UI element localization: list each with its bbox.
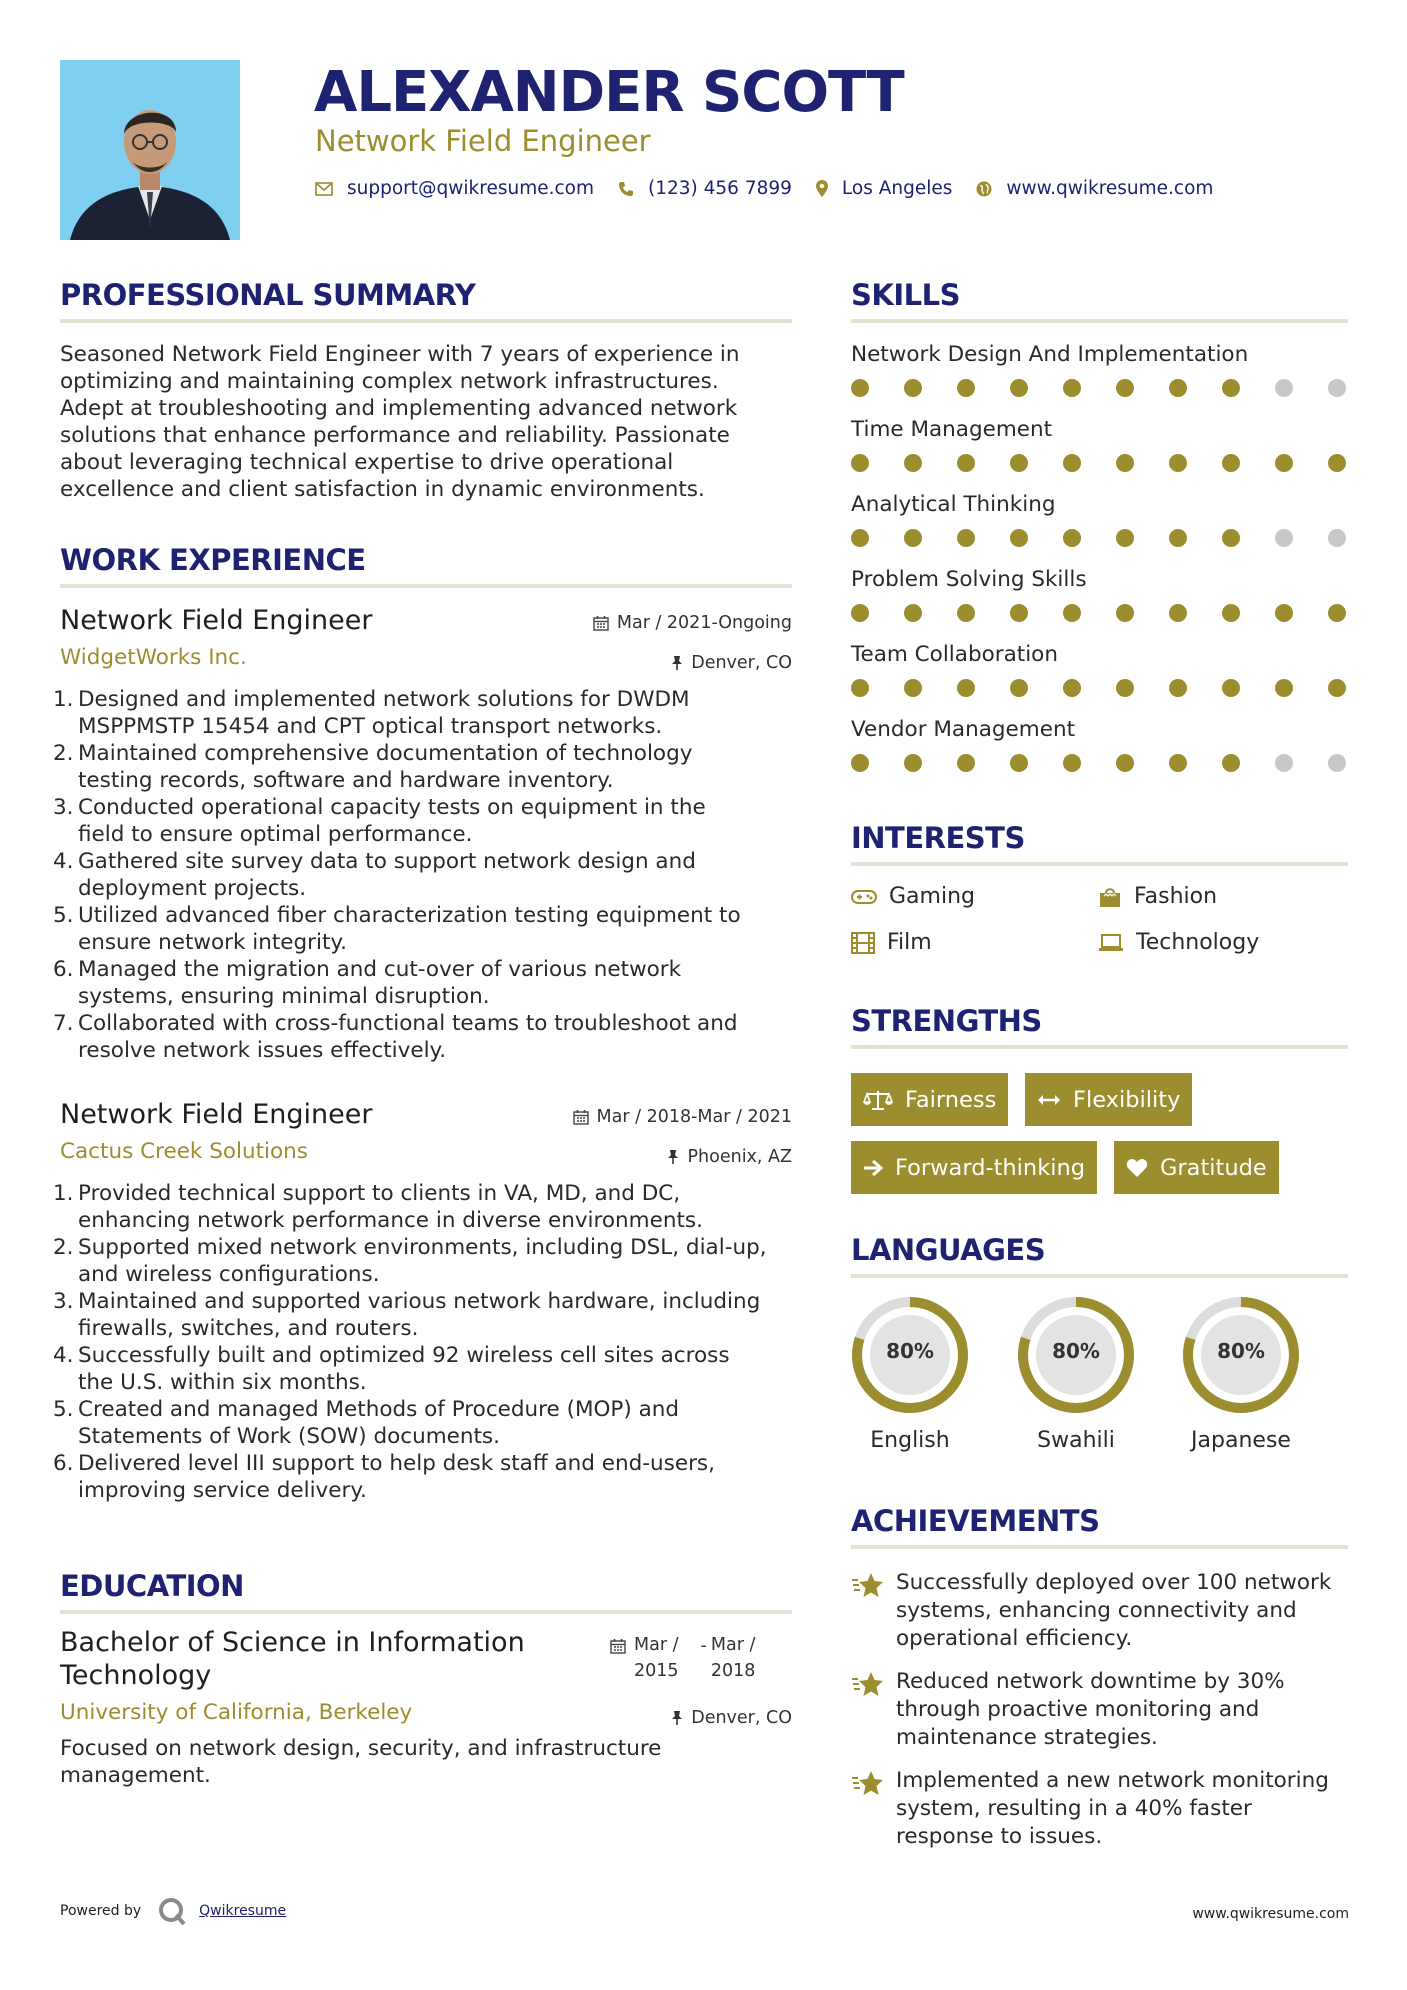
- strength-badge: Flexibility: [1025, 1073, 1192, 1126]
- skill-dot-filled: [1063, 604, 1081, 622]
- skill-dot-filled: [1222, 529, 1240, 547]
- strength-badge: Forward-thinking: [851, 1141, 1097, 1194]
- skill-item: [851, 717, 1351, 774]
- skill-dot-filled: [904, 454, 922, 472]
- job-company: WidgetWorks Inc.: [60, 645, 247, 670]
- skill-dot-filled: [1063, 529, 1081, 547]
- job-date: [573, 1107, 792, 1127]
- skill-name: Analytical Thinking: [851, 492, 1056, 517]
- education-location: Denver, CO: [671, 1708, 792, 1728]
- contact-location-text: Los Angeles: [841, 178, 953, 199]
- education-divider: [60, 1610, 792, 1614]
- star-icon: [851, 1769, 885, 1801]
- qwikresume-link[interactable]: Qwikresume: [199, 1903, 287, 1919]
- skill-item: [851, 417, 1351, 474]
- job-title: Network Field Engineer: [60, 1099, 373, 1130]
- skill-dot-filled: [1275, 604, 1293, 622]
- skill-dot-filled: [1116, 454, 1134, 472]
- skill-dot-filled: [1169, 604, 1187, 622]
- language-percent: 80%: [1217, 1339, 1265, 1363]
- skill-name: Time Management: [851, 417, 1053, 442]
- job-date-text: Mar / 2018-Mar / 2021: [596, 1107, 792, 1127]
- skill-dot-filled: [1010, 454, 1028, 472]
- skills-heading: SKILLS: [851, 278, 960, 312]
- skill-dot-filled: [1010, 679, 1028, 697]
- contact-phone-text: (123) 456 7899: [648, 178, 792, 199]
- skill-dot-filled: [1222, 379, 1240, 397]
- skill-dot-filled: [957, 679, 975, 697]
- language-name: Japanese: [1191, 1428, 1291, 1453]
- strength-badge: Fairness: [851, 1073, 1008, 1126]
- language-item: [1180, 1294, 1302, 1453]
- job-entry: [53, 605, 792, 1064]
- skill-dot-filled: [851, 604, 869, 622]
- date-separator: -: [700, 1636, 707, 1656]
- skill-dot-filled: [1169, 529, 1187, 547]
- skill-dot-filled: [851, 754, 869, 772]
- skill-dot-filled: [1328, 679, 1346, 697]
- list-item: 6. Delivered level III support to help desk staff and end-users, improving service delivery.: [53, 1451, 715, 1503]
- skill-dot-filled: [1169, 679, 1187, 697]
- skill-name: Team Collaboration: [851, 642, 1058, 667]
- interest-item: Film: [851, 930, 932, 955]
- achievement-item: Reduced network downtime by 30% through proactive monitoring and maintenance strategies.: [851, 1668, 1361, 1752]
- job-company: Cactus Creek Solutions: [60, 1139, 309, 1164]
- list-item: 4. Gathered site survey data to support network design and deployment projects.: [53, 849, 696, 901]
- skill-dot-empty: [1328, 529, 1346, 547]
- language-name: Swahili: [1037, 1428, 1115, 1453]
- contact-email[interactable]: [315, 178, 594, 199]
- strength-badge: Gratitude: [1114, 1141, 1279, 1194]
- achievement-item: Implemented a new network monitoring system, resulting in a 40% faster response to issues.: [851, 1767, 1361, 1851]
- film-icon: [851, 932, 875, 954]
- shopping-bag-icon: [1098, 886, 1122, 908]
- list-item: 3. Conducted operational capacity tests on equipment in the field to ensure optimal performance.: [53, 795, 706, 847]
- skill-name: Network Design And Implementation: [851, 342, 1249, 367]
- skill-dot-filled: [851, 679, 869, 697]
- job-location-text: Denver, CO: [691, 653, 792, 673]
- job-title: Network Field Engineer: [60, 605, 373, 636]
- contact-email-text: support@qwikresume.com: [347, 178, 594, 199]
- globe-icon: [976, 181, 992, 197]
- work-heading: WORK EXPERIENCE: [60, 543, 366, 577]
- language-item: [849, 1294, 971, 1453]
- calendar-icon: [573, 1109, 589, 1125]
- skill-dot-filled: [904, 379, 922, 397]
- pushpin-icon: [667, 1149, 679, 1165]
- pushpin-icon: [671, 1710, 683, 1726]
- skill-dot-empty: [1275, 379, 1293, 397]
- education-start: Mar / 2015: [634, 1635, 679, 1681]
- degree-title: Bachelor of Science in Information Technology: [60, 1627, 525, 1691]
- calendar-icon: [610, 1638, 626, 1654]
- languages-heading: LANGUAGES: [851, 1233, 1046, 1267]
- strengths-heading: STRENGTHS: [851, 1004, 1042, 1038]
- skill-dot-filled: [1063, 679, 1081, 697]
- skill-rating: [851, 604, 1351, 624]
- skill-rating: [851, 754, 1351, 774]
- contact-location: [816, 178, 953, 199]
- achievement-item: Successfully deployed over 100 network systems, enhancing connectivity and operational efficiency.: [851, 1569, 1361, 1653]
- skill-dot-filled: [1116, 679, 1134, 697]
- skill-dot-filled: [1116, 604, 1134, 622]
- interest-item: Technology: [1098, 930, 1259, 955]
- job-date: [593, 613, 792, 633]
- list-item: 6. Managed the migration and cut-over of various network systems, ensuring minimal disruption.: [53, 957, 682, 1009]
- contact-website[interactable]: [976, 178, 1213, 199]
- job-location: [667, 1147, 792, 1167]
- skill-dot-filled: [1116, 379, 1134, 397]
- summary-line: optimizing and maintaining complex network infrastructures.: [60, 369, 719, 394]
- school-name: University of California, Berkeley: [60, 1700, 413, 1725]
- language-percent: 80%: [886, 1339, 934, 1363]
- skill-dot-filled: [1169, 754, 1187, 772]
- contact-website-text: www.qwikresume.com: [1006, 178, 1214, 199]
- summary-heading: PROFESSIONAL SUMMARY: [60, 278, 476, 312]
- skill-dot-filled: [1275, 679, 1293, 697]
- skill-dot-filled: [957, 454, 975, 472]
- skill-dot-filled: [1116, 754, 1134, 772]
- summary-line: Adept at troubleshooting and implementing advanced network: [60, 396, 738, 421]
- powered-by-label: Powered by: [60, 1903, 142, 1919]
- skill-dot-filled: [1275, 454, 1293, 472]
- achievements-divider: [851, 1545, 1348, 1549]
- list-item: 7. Collaborated with cross-functional teams to troubleshoot and resolve network issues effectively.: [53, 1011, 738, 1063]
- skill-dot-filled: [1328, 604, 1346, 622]
- skill-dot-filled: [904, 679, 922, 697]
- skill-dot-empty: [1275, 529, 1293, 547]
- star-icon: [851, 1670, 885, 1702]
- interest-item: Gaming: [851, 884, 975, 909]
- skill-item: [851, 642, 1351, 699]
- skill-dot-filled: [904, 754, 922, 772]
- interests-heading: INTERESTS: [851, 821, 1025, 855]
- skill-dot-filled: [957, 604, 975, 622]
- skill-dot-filled: [1010, 604, 1028, 622]
- pushpin-icon: [671, 655, 683, 671]
- skill-rating: [851, 679, 1351, 699]
- skill-dot-filled: [1116, 529, 1134, 547]
- map-marker-icon: [816, 180, 828, 197]
- list-item: 1. Designed and implemented network solutions for DWDM MSPPMSTP 15454 and CPT optical transport networks.: [53, 687, 690, 739]
- list-item: 3. Maintained and supported various network hardware, including firewalls, switches, and routers.: [53, 1289, 761, 1341]
- job-duties-list: [53, 686, 792, 1064]
- skill-dot-filled: [1222, 754, 1240, 772]
- skill-dot-filled: [1222, 604, 1240, 622]
- education-dates: [610, 1632, 755, 1684]
- job-location: [671, 653, 792, 673]
- skill-item: [851, 342, 1351, 399]
- skill-dot-filled: [1222, 679, 1240, 697]
- portrait-image: [60, 60, 240, 240]
- skills-divider: [851, 319, 1348, 323]
- candidate-title: Network Field Engineer: [315, 124, 651, 158]
- skill-name: Problem Solving Skills: [851, 567, 1087, 592]
- contact-bar: [315, 178, 1237, 199]
- job-date-text: Mar / 2021-Ongoing: [616, 613, 792, 633]
- summary-text: [60, 341, 800, 503]
- skill-dot-filled: [851, 454, 869, 472]
- list-item: 5. Utilized advanced fiber characterization testing equipment to ensure network integrity.: [53, 903, 741, 955]
- achievements-heading: ACHIEVEMENTS: [851, 1504, 1100, 1538]
- skill-rating: [851, 529, 1351, 549]
- skill-dot-filled: [1169, 379, 1187, 397]
- job-duties-list: [53, 1180, 792, 1504]
- education-end: Mar / 2018: [710, 1635, 756, 1681]
- skill-dot-filled: [1010, 529, 1028, 547]
- education-entry: [60, 1626, 792, 1789]
- list-item: 2. Maintained comprehensive documentation of technology testing records, software and hardware inventory.: [53, 741, 693, 793]
- profile-photo: [60, 60, 240, 240]
- skill-dot-filled: [904, 604, 922, 622]
- language-item: [1015, 1294, 1137, 1453]
- skill-dot-filled: [957, 754, 975, 772]
- contact-phone[interactable]: [618, 178, 792, 199]
- calendar-icon: [593, 615, 609, 631]
- gamepad-icon: [851, 889, 877, 905]
- skill-dot-filled: [957, 379, 975, 397]
- education-heading: EDUCATION: [60, 1569, 244, 1603]
- job-entry: [53, 1099, 792, 1504]
- skill-dot-empty: [1275, 754, 1293, 772]
- summary-line: about leveraging technical expertise to drive operational: [60, 450, 674, 475]
- interest-item: Fashion: [1098, 884, 1217, 909]
- skill-dot-filled: [1328, 454, 1346, 472]
- list-item: 4. Successfully built and optimized 92 wireless cell sites across the U.S. within six months.: [53, 1343, 730, 1395]
- skill-dot-filled: [1010, 754, 1028, 772]
- strengths-divider: [851, 1045, 1348, 1049]
- skill-dot-filled: [904, 529, 922, 547]
- arrow-right-icon: [863, 1159, 883, 1177]
- skill-dot-filled: [1169, 454, 1187, 472]
- footer-powered-by: [60, 1896, 286, 1926]
- summary-divider: [60, 319, 792, 323]
- summary-line: Seasoned Network Field Engineer with 7 years of experience in: [60, 342, 740, 367]
- skill-dot-filled: [1063, 754, 1081, 772]
- skill-dot-filled: [851, 379, 869, 397]
- skill-dot-filled: [1063, 454, 1081, 472]
- skill-rating: [851, 379, 1351, 399]
- arrows-horizontal-icon: [1037, 1093, 1061, 1107]
- envelope-icon: [315, 182, 333, 196]
- skill-item: [851, 492, 1351, 549]
- balance-scale-icon: [863, 1089, 893, 1111]
- skill-rating: [851, 454, 1351, 474]
- skill-dot-empty: [1328, 754, 1346, 772]
- education-description: Focused on network design, security, and infrastructure management.: [60, 1736, 662, 1788]
- heart-icon: [1126, 1158, 1148, 1178]
- job-location-text: Phoenix, AZ: [687, 1147, 792, 1167]
- skill-dot-filled: [851, 529, 869, 547]
- summary-line: excellence and client satisfaction in dynamic environments.: [60, 477, 705, 502]
- laptop-icon: [1098, 934, 1124, 952]
- skill-name: Vendor Management: [851, 717, 1075, 742]
- work-divider: [60, 584, 792, 588]
- interests-divider: [851, 862, 1348, 866]
- skill-dot-filled: [957, 529, 975, 547]
- footer-website[interactable]: www.qwikresume.com: [1192, 1906, 1349, 1922]
- skill-item: [851, 567, 1351, 624]
- skill-dot-filled: [1010, 379, 1028, 397]
- list-item: 5. Created and managed Methods of Procedure (MOP) and Statements of Work (SOW) documents.: [53, 1397, 680, 1449]
- skill-dot-filled: [1222, 454, 1240, 472]
- skill-dot-filled: [1063, 379, 1081, 397]
- languages-divider: [851, 1274, 1348, 1278]
- candidate-name: ALEXANDER SCOTT: [314, 60, 904, 125]
- language-percent: 80%: [1052, 1339, 1100, 1363]
- language-name: English: [870, 1428, 950, 1453]
- qwikresume-logo-icon: [157, 1896, 187, 1926]
- phone-icon: [618, 181, 634, 197]
- list-item: 1. Provided technical support to clients in VA, MD, and DC, enhancing network performance in diverse environments.: [53, 1181, 703, 1233]
- skill-dot-empty: [1328, 379, 1346, 397]
- summary-line: solutions that enhance performance and reliability. Passionate: [60, 423, 730, 448]
- list-item: 2. Supported mixed network environments, including DSL, dial-up, and wireless configurations.: [53, 1235, 767, 1287]
- star-icon: [851, 1571, 885, 1603]
